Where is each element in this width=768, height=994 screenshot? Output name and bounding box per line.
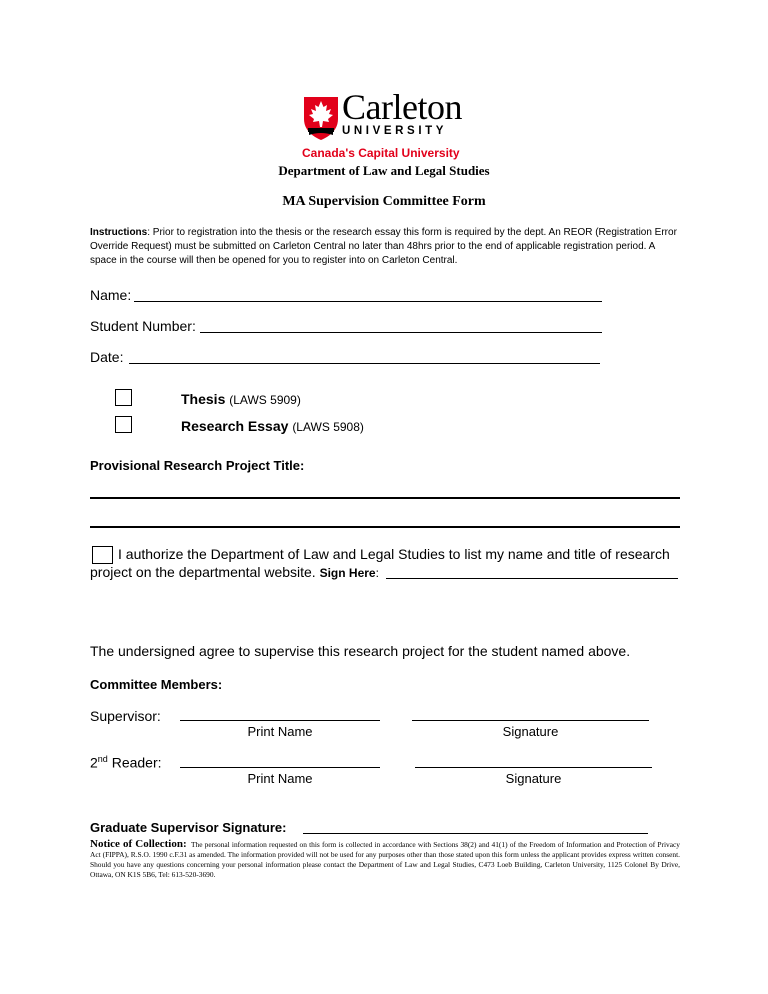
carleton-shield-icon [302,95,340,141]
committee-heading: Committee Members: [90,677,223,692]
supervisor-print-name-caption: Print Name [247,724,313,739]
second-reader-label [90,754,162,771]
reader-signature-caption: Signature [505,771,562,786]
logo-university: UNIVERSITY [342,125,448,137]
authorize-text: I authorize the Department of Law and Legal Studies to list my name and title of research [118,546,670,562]
supervisor-print-name-field[interactable] [180,720,380,721]
agreement-text: The undersigned agree to supervise this research project for the student named above. [90,643,631,659]
sign-here-colon: : [375,566,379,580]
name-field[interactable] [134,301,602,302]
logo-wordmark: Carleton [342,87,462,127]
reader-print-name-field[interactable] [180,767,380,768]
authorize-text-2: project on the departmental website. [90,564,316,580]
date-label: Date: [90,349,124,365]
student-number-label: Student Number: [90,318,196,334]
instructions-lead: Instructions [90,227,148,238]
thesis-option [181,391,301,407]
authorize-text-line2 [90,564,379,580]
research-essay-option [181,418,364,434]
reader-signature-field[interactable] [415,767,652,768]
research-essay-checkbox[interactable] [115,416,132,433]
reader-sup: nd [97,754,108,764]
date-field[interactable] [129,363,600,364]
student-number-field[interactable] [200,332,602,333]
thesis-label: Thesis [181,391,226,407]
instructions [90,226,680,268]
supervisor-label: Supervisor: [90,708,161,724]
thesis-code: (LAWS 5909) [229,393,301,407]
authorize-checkbox[interactable] [92,546,113,564]
project-title-line-1[interactable] [90,497,680,499]
notice-text: The personal information requested on this form is collected in accordance with Sections 38(2) and 41(1) of the Freedom of Information and Protection of Privacy Act (FIPPA), R.S.O. 1990 c.F.31 as amended. The information provided will not be used for any purposes other than those stated upon this form unless the applicant provides express written consent. Should you have any questions concerning your personal information please contact the Department of Law and Legal Studies, C473 Loeb Building, Carleton University, 1125 Colonel By Drive, Ottawa, ON K1S 5B6, Tel: 613-520-3690. [90,840,680,879]
form-title: MA Supervision Committee Form [282,194,486,209]
supervisor-signature-field[interactable] [412,720,649,721]
sign-here-label: Sign Here [319,566,376,580]
name-label: Name: [90,287,132,303]
department-name: Department of Law and Legal Studies [278,163,490,178]
project-title-label: Provisional Research Project Title: [90,458,305,473]
notice-of-collection [90,839,680,880]
instructions-text: : Prior to registration into the thesis or the research essay this form is required by the dept. An REOR (Registration Error Override Request) must be submitted on Carleton Central no later than 48hrs prior to the end of applicable registration period. A space in the course will then be opened for you to register into on Carleton Central. [90,227,677,266]
reader-rest: Reader: [107,754,162,771]
thesis-checkbox[interactable] [115,389,132,406]
supervisor-signature-caption: Signature [502,724,559,739]
reader-num: 2 [90,754,98,771]
grad-supervisor-signature-label: Graduate Supervisor Signature: [90,820,287,835]
notice-lead: Notice of Collection: [90,838,187,850]
logo-tagline: Canada's Capital University [302,146,460,160]
reader-print-name-caption: Print Name [247,771,313,786]
research-essay-code: (LAWS 5908) [292,420,364,434]
research-essay-label: Research Essay [181,418,289,434]
grad-supervisor-signature-field[interactable] [303,833,648,834]
project-title-line-2[interactable] [90,526,680,528]
authorize-signature-field[interactable] [386,578,678,579]
